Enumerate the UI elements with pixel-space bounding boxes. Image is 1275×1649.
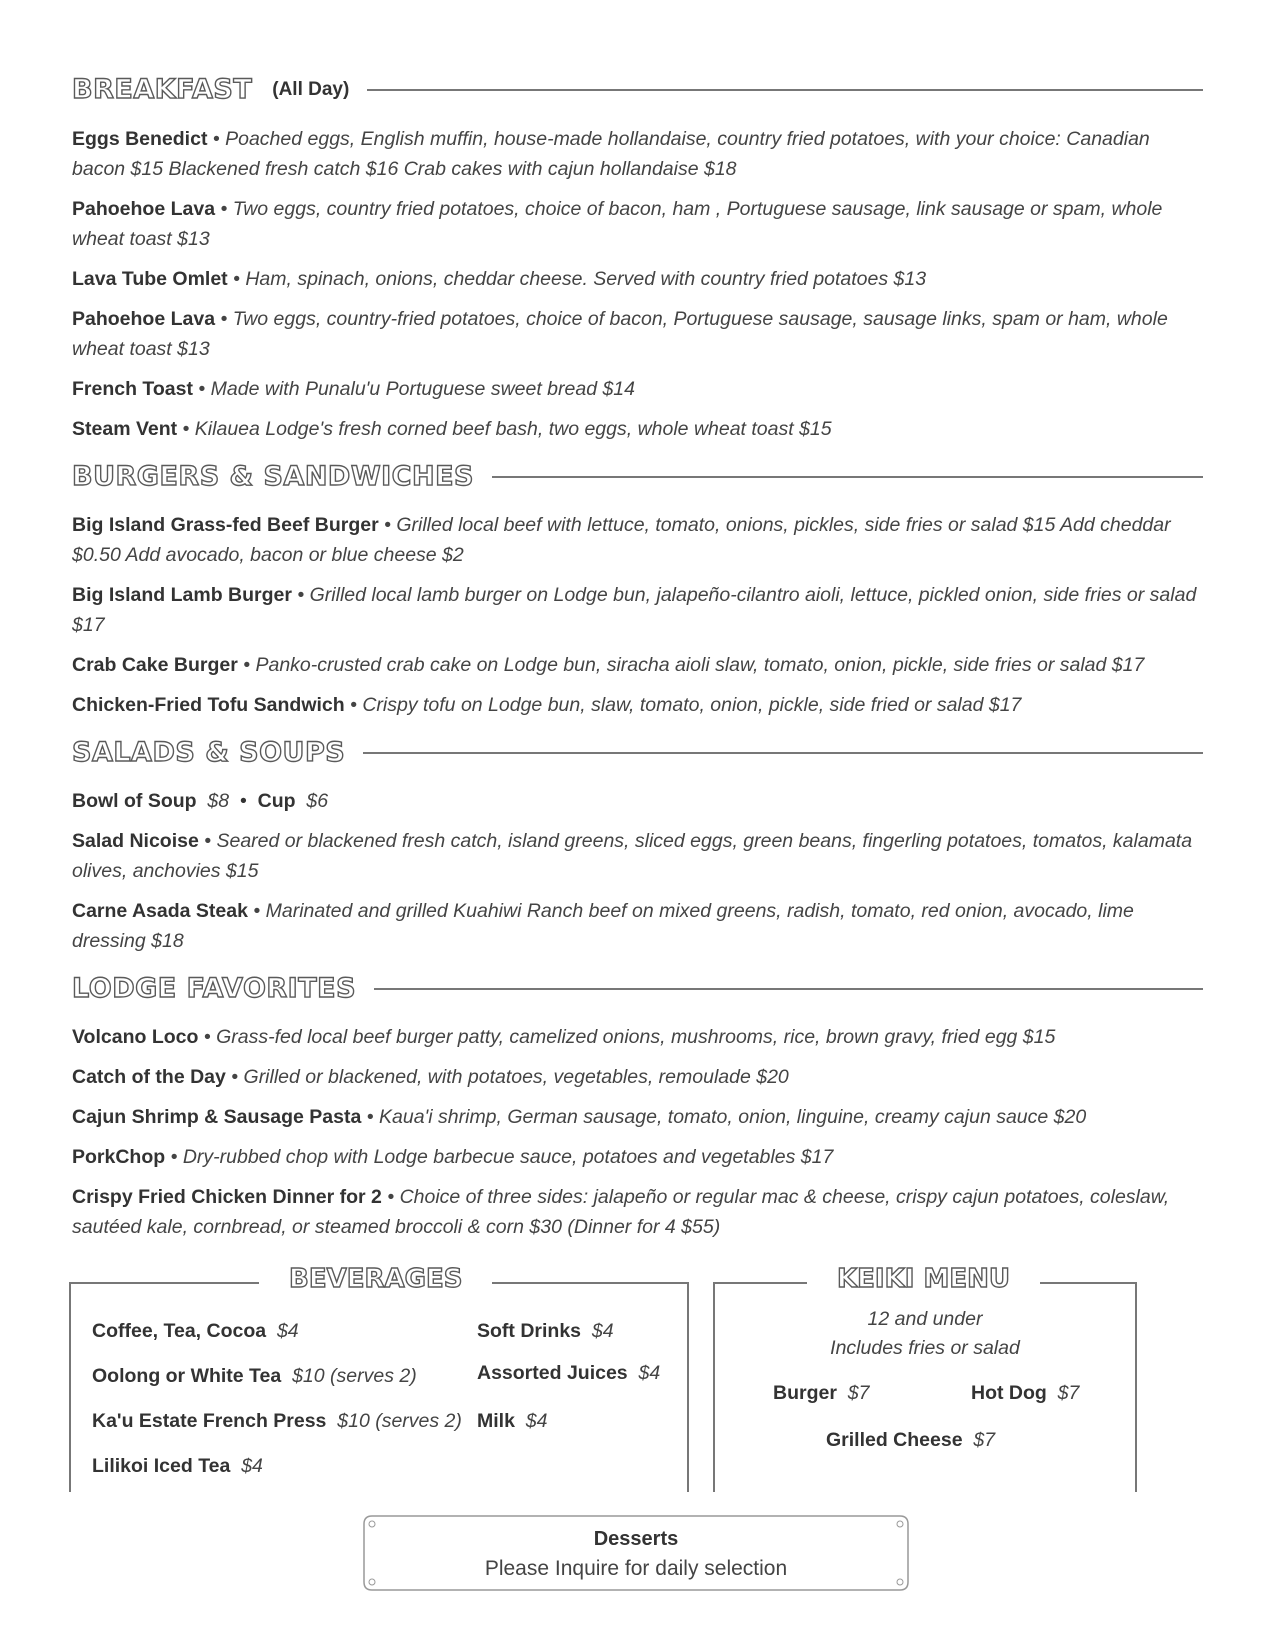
burgers-header xyxy=(72,461,1203,492)
desserts-box xyxy=(360,1512,912,1594)
item-description: • Grilled local beef with lettuce, tomato, onions, pickles, side fries or salad $15 Add cheddar $0.50 Add avocado, bacon or blue cheese $2 xyxy=(72,514,1171,566)
item-description: • Marinated and grilled Kuahiwi Ranch beef on mixed greens, radish, tomato, red onion, avocado, lime dressing $18 xyxy=(72,900,1134,952)
item-name: Lava Tube Omlet xyxy=(72,268,228,290)
item-description: • Dry-rubbed chop with Lodge barbecue sauce, potatoes and vegetables $17 xyxy=(165,1146,834,1168)
soup-price: $8 xyxy=(207,790,230,812)
menu-item xyxy=(72,124,1200,184)
item-name: Catch of the Day xyxy=(72,1066,226,1088)
item-description: • Poached eggs, English muffin, house-made hollandaise, country fried potatoes, with your choice: Canadian bacon $15 Blackened fresh catch $16 Crab cakes with cajun hollandaise $18 xyxy=(72,128,1150,180)
item-description: • Ham, spinach, onions, cheddar cheese. Served with country fried potatoes $13 xyxy=(227,268,927,290)
favorites-title: LODGE FAVORITES xyxy=(72,973,357,1004)
divider xyxy=(367,89,1203,91)
item-name: Milk xyxy=(477,1410,515,1432)
desserts-title: Desserts xyxy=(593,1528,679,1550)
keiki-item xyxy=(971,1382,1079,1405)
item-price: $7 xyxy=(1057,1382,1080,1404)
item-description: • Kilauea Lodge's fresh corned beef bash, two eggs, whole wheat toast $15 xyxy=(177,418,832,440)
item-description: • Grass-fed local beef burger patty, camelized onions, mushrooms, rice, brown gravy, fried egg $15 xyxy=(198,1026,1056,1048)
item-name: Ka'u Estate French Press xyxy=(92,1410,327,1432)
item-name: Steam Vent xyxy=(72,418,178,440)
item-name: Big Island Lamb Burger xyxy=(72,584,292,606)
ornate-frame xyxy=(360,1512,912,1594)
beverage-item xyxy=(92,1455,263,1478)
divider xyxy=(374,988,1203,990)
keiki-age-note: 12 and under xyxy=(867,1308,983,1330)
item-price: $7 xyxy=(973,1429,996,1451)
item-price: $10 (serves 2) xyxy=(337,1410,462,1432)
menu-item xyxy=(72,1142,1200,1172)
item-name: Volcano Loco xyxy=(72,1026,199,1048)
breakfast-note: (All Day) xyxy=(272,78,350,100)
item-description: • Kaua'i shrimp, German sausage, tomato, onion, linguine, creamy cajun sauce $20 xyxy=(361,1106,1087,1128)
beverage-item xyxy=(477,1320,614,1343)
item-name: Chicken-Fried Tofu Sandwich xyxy=(72,694,345,716)
burgers-items xyxy=(72,510,1200,720)
menu-item xyxy=(72,414,1200,444)
divider xyxy=(492,476,1203,478)
item-description: • Seared or blackened fresh catch, island greens, sliced eggs, green beans, fingerling potatoes, tomatos, kalamata olives, anchovies $15 xyxy=(72,830,1193,882)
item-description: • Made with Punalu'u Portuguese sweet bread $14 xyxy=(193,378,635,400)
item-name: Big Island Grass-fed Beef Burger xyxy=(72,514,379,536)
item-name: Pahoehoe Lava xyxy=(72,308,216,330)
item-price: $10 (serves 2) xyxy=(292,1365,417,1387)
item-description: • Grilled local lamb burger on Lodge bun, jalapeño-cilantro aioli, lettuce, pickled onion, side fries or salad $17 xyxy=(72,584,1197,636)
menu-item xyxy=(72,896,1200,956)
item-name: Crab Cake Burger xyxy=(72,654,238,676)
keiki-box xyxy=(713,1264,1137,1492)
item-name: Eggs Benedict xyxy=(72,128,208,150)
item-name: PorkChop xyxy=(72,1146,166,1168)
item-name: Coffee, Tea, Cocoa xyxy=(92,1320,267,1342)
item-description: • Choice of three sides: jalapeño or regular mac & cheese, crispy cajun potatoes, coleslaw, sautéed kale, cornbread, or steamed broccoli & corn $30 (Dinner for 4 $55) xyxy=(72,1186,1170,1238)
keiki-title: KEIKI MENU xyxy=(807,1264,1040,1294)
keiki-item xyxy=(773,1382,869,1405)
item-name: Burger xyxy=(773,1382,837,1404)
desserts-note: Please Inquire for daily selection xyxy=(484,1557,788,1580)
menu-item xyxy=(72,304,1200,364)
menu-item xyxy=(72,510,1200,570)
item-description: • Two eggs, country-fried potatoes, choice of bacon, Portuguese sausage, sausage links, spam or ham, whole wheat toast $13 xyxy=(72,308,1168,360)
menu-item xyxy=(72,264,1200,294)
breakfast-items xyxy=(72,124,1200,444)
salads-title: SALADS & SOUPS xyxy=(72,737,346,768)
item-name: Carne Asada Steak xyxy=(72,900,248,922)
item-name: Grilled Cheese xyxy=(826,1429,963,1451)
keiki-sides-note: Includes fries or salad xyxy=(830,1337,1020,1359)
item-name: Oolong or White Tea xyxy=(92,1365,282,1387)
menu-item xyxy=(72,826,1200,886)
menu-item xyxy=(72,1062,1200,1092)
cup-name: Cup xyxy=(257,790,296,812)
item-description: • Panko-crusted crab cake on Lodge bun, siracha aioli slaw, tomato, onion, pickle, side fries or salad $17 xyxy=(237,654,1145,676)
item-description: • Crispy tofu on Lodge bun, slaw, tomato, onion, pickle, side fried or salad $17 xyxy=(344,694,1022,716)
item-description: • Grilled or blackened, with potatoes, vegetables, remoulade $20 xyxy=(225,1066,789,1088)
item-price: $4 xyxy=(276,1320,299,1342)
breakfast-header xyxy=(72,74,1203,105)
menu-item xyxy=(72,580,1200,640)
menu-item xyxy=(72,1022,1200,1052)
cup-price: $6 xyxy=(306,790,329,812)
menu-item xyxy=(72,1182,1200,1242)
beverages-title: BEVERAGES xyxy=(259,1264,492,1294)
salads-header xyxy=(72,737,1203,768)
item-name: Cajun Shrimp & Sausage Pasta xyxy=(72,1106,362,1128)
menu-item xyxy=(72,194,1200,254)
menu-item xyxy=(72,1102,1200,1132)
soup-line: Bowl of Soup $8 • Cup $6 xyxy=(72,790,329,812)
item-name: Crispy Fried Chicken Dinner for 2 xyxy=(72,1186,382,1208)
item-price: $4 xyxy=(525,1410,548,1432)
item-name: Soft Drinks xyxy=(477,1320,582,1342)
item-name: Assorted Juices xyxy=(477,1362,628,1384)
burgers-title: BURGERS & SANDWICHES xyxy=(72,461,474,492)
item-name: Hot Dog xyxy=(971,1382,1047,1404)
item-price: $4 xyxy=(591,1320,614,1342)
beverage-item xyxy=(92,1410,462,1433)
menu-item xyxy=(72,374,1200,404)
menu-item xyxy=(72,690,1200,720)
favorites-header xyxy=(72,973,1203,1004)
item-price: $7 xyxy=(847,1382,870,1404)
beverage-item xyxy=(92,1365,417,1388)
soup-name: Bowl of Soup xyxy=(72,790,197,812)
item-price: $4 xyxy=(241,1455,263,1477)
item-name: Salad Nicoise xyxy=(72,830,199,852)
menu-item xyxy=(72,650,1200,680)
item-price: $4 xyxy=(638,1362,661,1384)
favorites-items xyxy=(72,1022,1200,1242)
keiki-item xyxy=(826,1429,995,1452)
salads-items xyxy=(72,786,1200,956)
beverages-box xyxy=(69,1264,689,1492)
breakfast-title: BREAKFAST xyxy=(72,74,253,105)
beverage-item xyxy=(477,1410,547,1433)
beverage-item xyxy=(92,1320,299,1343)
divider xyxy=(363,752,1203,754)
beverage-item xyxy=(477,1362,660,1385)
item-name: French Toast xyxy=(72,378,193,400)
item-description: • Two eggs, country fried potatoes, choice of bacon, ham , Portuguese sausage, link sausage or spam, whole wheat toast $13 xyxy=(72,198,1163,250)
item-name: Lilikoi Iced Tea xyxy=(92,1455,231,1477)
item-name: Pahoehoe Lava xyxy=(72,198,216,220)
